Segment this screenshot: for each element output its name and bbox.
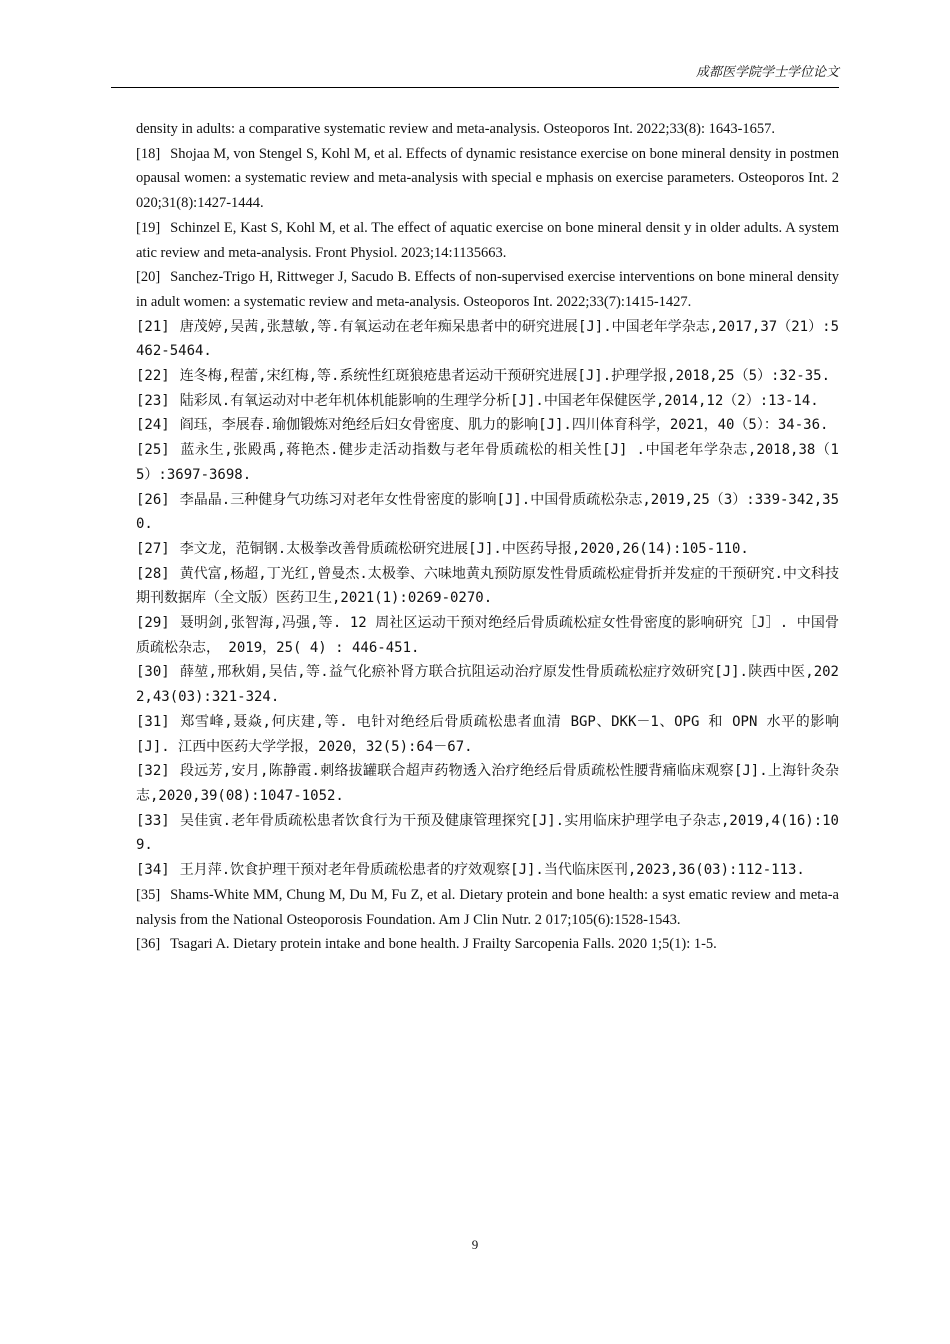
reference-22	[136, 364, 839, 389]
reference-number: [36]	[136, 936, 161, 953]
reference-18	[136, 142, 839, 216]
reference-25	[136, 438, 839, 487]
reference-33	[136, 809, 839, 858]
running-header: 成都医学院学士学位论文	[111, 62, 839, 88]
reference-number: [29]	[136, 615, 170, 632]
reference-27	[136, 537, 839, 562]
reference-text: 陆彩凤.有氧运动对中老年机体机能影响的生理学分析[J].中国老年保健医学,2014,12（2）:13-14.	[179, 392, 819, 409]
reference-number: [24]	[136, 417, 170, 434]
reference-text: 李晶晶.三种健身气功练习对老年女性骨密度的影响[J].中国骨质疏松杂志,2019,25（3）:339-342,350.	[136, 491, 839, 533]
reference-19	[136, 216, 839, 265]
reference-number: [35]	[136, 886, 161, 903]
reference-text: 薛堃,邢秋娟,吴佶,等.益气化瘀补肾方联合抗阻运动治疗原发性骨质疏松症疗效研究[J].陕西中医,2022,43(03):321-324.	[136, 664, 839, 706]
reference-text: Shams-White MM, Chung M, Du M, Fu Z, et al. Dietary protein and bone health: a syst ematic review and meta-analysis from the National Osteoporosis Foundation. Am J Clin Nutr. 2 017;105(6):1528-1543.	[136, 886, 839, 928]
reference-number: [20]	[136, 269, 161, 286]
reference-24	[136, 413, 839, 438]
reference-number: [30]	[136, 664, 170, 681]
reference-text: 连冬梅,程蕾,宋红梅,等.系统性红斑狼疮患者运动干预研究进展[J].护理学报,2018,25（5）:32-35.	[179, 368, 831, 385]
reference-text: Shojaa M, von Stengel S, Kohl M, et al. Effects of dynamic resistance exercise on bone mineral density in postmenopausal women: a systematic review and meta-analysis with special e mphasis on exercise parameters. Osteoporos Int. 2020;31(8):1427-1444.	[136, 145, 839, 212]
reference-text: density in adults: a comparative systematic review and meta-analysis. Osteoporos Int. 2022;33(8): 1643-1657.	[136, 121, 776, 137]
reference-text: 阎珏，李展春.瑜伽锻炼对绝经后妇女骨密度、肌力的影响[J].四川体育科学，2021，40（5）：34-36.	[179, 417, 829, 434]
reference-34	[136, 858, 839, 883]
reference-number: [34]	[136, 862, 170, 879]
reference-number: [26]	[136, 491, 170, 508]
reference-number: [18]	[136, 145, 161, 162]
reference-text: Schinzel E, Kast S, Kohl M, et al. The effect of aquatic exercise on bone mineral densit y in older adults. A systematic review and meta-analysis. Front Physiol. 2023;14:1135663.	[136, 219, 839, 261]
reference-35	[136, 883, 839, 932]
reference-text: Sanchez-Trigo H, Rittweger J, Sacudo B. Effects of non-supervised exercise interventions on bone mineral density in adult women: a systematic review and meta-analysis. Osteoporos Int. 2022;33(7):1415-1427.	[136, 269, 839, 310]
reference-number: [21]	[136, 318, 170, 335]
reference-number: [31]	[136, 713, 170, 730]
reference-23	[136, 389, 839, 414]
reference-29	[136, 611, 839, 660]
reference-text: 王月萍.饮食护理干预对老年骨质疏松患者的疗效观察[J].当代临床医刊,2023,36(03):112-113.	[179, 862, 805, 879]
reference-text: Tsagari A. Dietary protein intake and bone health. J Frailty Sarcopenia Falls. 2020 1;5(1): 1-5.	[170, 936, 717, 953]
reference-21	[136, 315, 839, 364]
reference-number: [33]	[136, 812, 170, 829]
reference-continued	[136, 117, 839, 142]
reference-number: [19]	[136, 219, 161, 236]
reference-text: 段远芳,安月,陈静霞.刺络拔罐联合超声药物透入治疗绝经后骨质疏松性腰背痛临床观察[J].上海针灸杂志,2020,39(08):1047-1052.	[136, 763, 839, 804]
reference-32	[136, 759, 839, 808]
reference-26	[136, 488, 839, 537]
reference-20	[136, 265, 839, 314]
reference-text: 唐茂婷,吴茜,张慧敏,等.有氧运动在老年痴呆患者中的研究进展[J].中国老年学杂志,2017,37（21）:5462-5464.	[136, 318, 839, 360]
reference-text: 李文龙，范铜钢.太极拳改善骨质疏松研究进展[J].中医药导报,2020,26(14):105-110.	[179, 540, 749, 557]
reference-31	[136, 710, 839, 759]
reference-36	[136, 932, 839, 957]
reference-number: [32]	[136, 763, 170, 780]
reference-list	[136, 117, 839, 957]
reference-text: 聂明剑,张智海,冯强,等. 12 周社区运动干预对绝经后骨质疏松症女性骨密度的影响研究［J］. 中国骨质疏松杂志， 2019，25( 4) : 446-451.	[136, 615, 839, 656]
reference-30	[136, 660, 839, 709]
page-number: 9	[471, 1237, 479, 1252]
reference-number: [22]	[136, 368, 170, 385]
reference-number: [28]	[136, 565, 170, 582]
reference-number: [25]	[136, 442, 170, 459]
reference-text: 蓝永生,张殿禹,蒋艳杰.健步走活动指数与老年骨质疏松的相关性[J] .中国老年学杂志,2018,38（15）:3697-3698.	[136, 442, 839, 483]
reference-number: [27]	[136, 540, 170, 557]
reference-text: 郑雪峰,聂焱,何庆建,等. 电针对绝经后骨质疏松患者血清 BGP、DKK－1、OPG 和 OPN 水平的影响[J]. 江西中医药大学学报，2020，32(5):64－67.	[136, 713, 839, 755]
reference-28	[136, 562, 839, 611]
reference-text: 黄代富,杨超,丁光红,曾曼杰.太极拳、六味地黄丸预防原发性骨质疏松症骨折并发症的干预研究.中文科技期刊数据库（全文版）医药卫生,2021(1):0269-0270.	[136, 565, 839, 607]
reference-text: 吴佳寅.老年骨质疏松患者饮食行为干预及健康管理探究[J].实用临床护理学电子杂志,2019,4(16):109.	[136, 812, 839, 854]
reference-number: [23]	[136, 392, 170, 409]
